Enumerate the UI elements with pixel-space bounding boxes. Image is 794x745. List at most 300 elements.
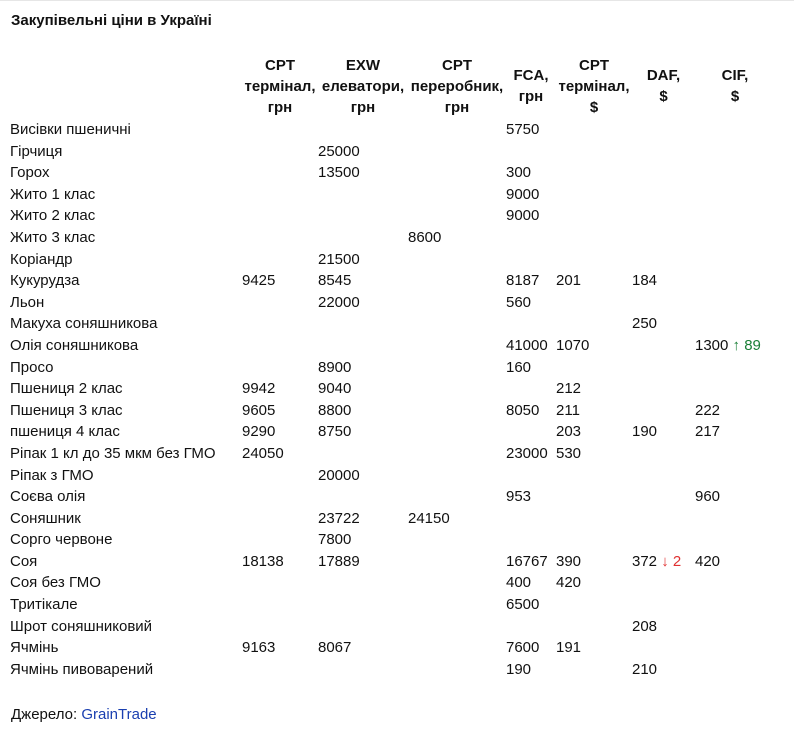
product-name: Кукурудза — [10, 272, 80, 290]
price-cell-cpt-proc — [408, 141, 506, 163]
price-value: 9425 — [242, 272, 276, 290]
price-cell-cpt-uah — [242, 594, 318, 616]
price-cell-cpt-proc — [408, 551, 506, 573]
price-cell-cpt-usd — [556, 572, 632, 594]
header-column — [506, 53, 556, 119]
arrow-up-icon: ↑ — [728, 336, 745, 354]
price-cell-cpt-proc — [408, 119, 506, 141]
product-name: Просо — [10, 358, 54, 376]
header-column — [318, 53, 408, 119]
price-value: 21500 — [318, 250, 360, 268]
product-name-cell — [10, 119, 242, 141]
price-cell-exw — [318, 486, 408, 508]
price-cell-daf — [632, 400, 695, 422]
product-name: Коріандр — [10, 250, 73, 268]
price-cell-daf — [632, 357, 695, 379]
price-cell-cpt-usd — [556, 443, 632, 465]
header-line: елеватори, — [321, 77, 405, 95]
price-cell-fca — [506, 227, 556, 249]
product-name: Висівки пшеничні — [10, 121, 131, 138]
product-name-cell — [10, 400, 242, 422]
product-name-cell — [10, 162, 242, 184]
product-name: Ріпак 1 кл до 35 мкм без ГМО — [10, 444, 216, 462]
price-cell-daf — [632, 572, 695, 594]
price-cell-exw — [318, 205, 408, 227]
price-cell-cpt-usd — [556, 249, 632, 271]
product-name-cell — [10, 616, 242, 638]
table-row — [10, 400, 775, 422]
product-name-cell — [10, 227, 242, 249]
header-line: грн — [267, 98, 293, 116]
price-value: 8900 — [318, 358, 352, 376]
table-row — [10, 119, 775, 141]
price-cell-exw — [318, 594, 408, 616]
price-cell-daf — [632, 184, 695, 206]
price-cell-cpt-uah — [242, 313, 318, 335]
table-row — [10, 508, 775, 530]
price-cell-daf — [632, 659, 695, 681]
price-cell-cpt-uah — [242, 421, 318, 443]
price-cell-fca — [506, 162, 556, 184]
price-cell-fca — [506, 400, 556, 422]
table-row — [10, 270, 775, 292]
page-title: Закупівельні ціни в Україні — [11, 12, 212, 29]
price-cell-daf — [632, 594, 695, 616]
price-cell-cpt-proc — [408, 400, 506, 422]
header-column — [408, 53, 506, 119]
price-cell-fca — [506, 551, 556, 573]
trend-down-indicator — [657, 553, 681, 570]
product-name-cell — [10, 184, 242, 206]
header-column — [695, 53, 775, 119]
price-cell-cpt-proc — [408, 465, 506, 487]
price-value: 184 — [632, 272, 658, 290]
price-value: 1300 — [695, 336, 729, 354]
price-cell-cpt-proc — [408, 227, 506, 249]
price-cell-cif — [695, 227, 775, 249]
price-value: 9040 — [318, 380, 352, 398]
price-cell-fca — [506, 659, 556, 681]
price-cell-exw — [318, 508, 408, 530]
product-name: Жито 1 клас — [10, 185, 96, 203]
price-cell-exw — [318, 141, 408, 163]
price-cell-cpt-uah — [242, 572, 318, 594]
price-cell-cpt-proc — [408, 594, 506, 616]
price-cell-cif — [695, 465, 775, 487]
header-line: CIF, — [721, 67, 749, 84]
price-cell-fca — [506, 421, 556, 443]
product-name: Гірчиця — [10, 142, 63, 160]
price-value: 24050 — [242, 444, 284, 462]
price-cell-cpt-usd — [556, 205, 632, 227]
price-value: 210 — [632, 660, 658, 678]
price-value: 390 — [556, 552, 582, 570]
price-cell-cif — [695, 551, 775, 573]
header-line: термінал, — [244, 77, 316, 95]
table-row — [10, 357, 775, 379]
price-cell-cpt-uah — [242, 119, 318, 141]
price-cell-cpt-usd — [556, 270, 632, 292]
price-value: 212 — [556, 380, 582, 398]
price-cell-fca — [506, 378, 556, 400]
price-cell-cpt-usd — [556, 400, 632, 422]
price-value: 16767 — [506, 552, 548, 570]
price-cell-daf — [632, 378, 695, 400]
price-cell-exw — [318, 378, 408, 400]
price-cell-cpt-proc — [408, 249, 506, 271]
table-row — [10, 616, 775, 638]
table-row — [10, 378, 775, 400]
price-cell-exw — [318, 572, 408, 594]
price-value: 953 — [506, 488, 532, 506]
price-cell-cpt-uah — [242, 162, 318, 184]
table-row — [10, 184, 775, 206]
table-body — [10, 119, 775, 680]
table-row — [10, 572, 775, 594]
product-name-cell — [10, 270, 242, 292]
source-link[interactable]: GrainTrade — [81, 706, 157, 723]
price-cell-cpt-uah — [242, 335, 318, 357]
table-row — [10, 313, 775, 335]
price-cell-cif — [695, 292, 775, 314]
table-row — [10, 227, 775, 249]
price-value: 20000 — [318, 466, 360, 484]
price-cell-cpt-proc — [408, 508, 506, 530]
price-cell-cif — [695, 486, 775, 508]
price-cell-fca — [506, 357, 556, 379]
product-name-cell — [10, 141, 242, 163]
price-cell-cpt-uah — [242, 400, 318, 422]
price-cell-cpt-uah — [242, 659, 318, 681]
table-row — [10, 659, 775, 681]
price-value: 9000 — [506, 207, 540, 225]
product-name: Сорго червоне — [10, 531, 113, 549]
price-cell-cpt-uah — [242, 551, 318, 573]
price-cell-cpt-uah — [242, 465, 318, 487]
table-row — [10, 421, 775, 443]
header-product — [10, 53, 242, 119]
price-value: 960 — [695, 488, 721, 506]
price-cell-cpt-usd — [556, 119, 632, 141]
price-cell-daf — [632, 249, 695, 271]
price-cell-cif — [695, 443, 775, 465]
header-line: $ — [659, 88, 668, 105]
price-cell-cpt-proc — [408, 205, 506, 227]
price-cell-daf — [632, 119, 695, 141]
product-name: Соєва олія — [10, 488, 86, 506]
product-name-cell — [10, 443, 242, 465]
product-name-cell — [10, 572, 242, 594]
price-cell-cpt-uah — [242, 616, 318, 638]
product-name: Макуха соняшникова — [10, 315, 158, 333]
product-name: Ячмінь — [10, 639, 59, 657]
price-cell-daf — [632, 421, 695, 443]
product-name-cell — [10, 659, 242, 681]
price-cell-exw — [318, 551, 408, 573]
product-name: Жито 2 клас — [10, 207, 96, 225]
product-name: Соя без ГМО — [10, 574, 101, 592]
price-cell-cif — [695, 508, 775, 530]
price-cell-cif — [695, 313, 775, 335]
price-cell-daf — [632, 616, 695, 638]
price-cell-exw — [318, 357, 408, 379]
price-cell-fca — [506, 465, 556, 487]
top-divider — [0, 0, 794, 1]
table-row — [10, 443, 775, 465]
price-cell-fca — [506, 572, 556, 594]
header-column — [242, 53, 318, 119]
price-cell-cpt-uah — [242, 205, 318, 227]
price-value: 9290 — [242, 423, 276, 441]
price-cell-cif — [695, 119, 775, 141]
product-name: Шрот соняшниковий — [10, 617, 153, 635]
product-name: Жито 3 клас — [10, 228, 96, 246]
price-value: 222 — [695, 401, 721, 419]
price-cell-cpt-usd — [556, 141, 632, 163]
price-cell-cpt-usd — [556, 616, 632, 638]
price-value: 8600 — [408, 228, 442, 246]
price-cell-cpt-usd — [556, 378, 632, 400]
price-cell-cpt-uah — [242, 227, 318, 249]
table-row — [10, 162, 775, 184]
price-cell-cpt-proc — [408, 184, 506, 206]
price-value: 13500 — [318, 164, 360, 182]
price-cell-cpt-proc — [408, 335, 506, 357]
table-row — [10, 594, 775, 616]
price-value: 7800 — [318, 531, 352, 549]
price-cell-cpt-usd — [556, 421, 632, 443]
price-cell-cif — [695, 616, 775, 638]
price-value: 9000 — [506, 185, 540, 203]
product-name: Соняшник — [10, 509, 81, 527]
product-name: пшениця 4 клас — [10, 423, 120, 441]
price-cell-daf — [632, 465, 695, 487]
product-name-cell — [10, 378, 242, 400]
price-cell-cpt-proc — [408, 443, 506, 465]
prices-table — [10, 53, 775, 680]
price-cell-exw — [318, 162, 408, 184]
price-cell-exw — [318, 400, 408, 422]
price-cell-daf — [632, 162, 695, 184]
price-cell-exw — [318, 313, 408, 335]
price-cell-exw — [318, 637, 408, 659]
price-value: 6500 — [506, 596, 540, 614]
product-name: Пшениця 3 клас — [10, 401, 123, 419]
price-cell-cif — [695, 421, 775, 443]
price-cell-cpt-proc — [408, 270, 506, 292]
price-cell-cif — [695, 529, 775, 551]
price-cell-cpt-usd — [556, 659, 632, 681]
price-value: 7600 — [506, 639, 540, 657]
product-name: Ріпак з ГМО — [10, 466, 94, 484]
header-line: переробник, — [410, 77, 504, 95]
price-cell-exw — [318, 465, 408, 487]
price-cell-daf — [632, 227, 695, 249]
price-cell-fca — [506, 292, 556, 314]
table-row — [10, 205, 775, 227]
price-cell-daf — [632, 335, 695, 357]
price-cell-cif — [695, 184, 775, 206]
price-cell-cpt-proc — [408, 313, 506, 335]
table-row — [10, 529, 775, 551]
price-cell-cpt-uah — [242, 292, 318, 314]
price-value: 250 — [632, 315, 658, 333]
price-value: 5750 — [506, 121, 540, 138]
price-value: 8067 — [318, 639, 352, 657]
price-cell-exw — [318, 443, 408, 465]
price-cell-cif — [695, 659, 775, 681]
price-cell-fca — [506, 313, 556, 335]
price-cell-cpt-usd — [556, 465, 632, 487]
price-cell-fca — [506, 270, 556, 292]
header-line: CPT — [442, 56, 472, 74]
price-cell-daf — [632, 508, 695, 530]
price-cell-daf — [632, 637, 695, 659]
price-cell-cif — [695, 249, 775, 271]
product-name: Пшениця 2 клас — [10, 380, 123, 398]
price-cell-daf — [632, 292, 695, 314]
change-value: 89 — [744, 336, 761, 354]
price-cell-cpt-proc — [408, 486, 506, 508]
price-cell-cpt-proc — [408, 659, 506, 681]
price-cell-exw — [318, 529, 408, 551]
price-cell-cif — [695, 270, 775, 292]
price-cell-cpt-proc — [408, 616, 506, 638]
price-value: 23000 — [506, 444, 548, 462]
header-line: DAF, — [646, 67, 681, 84]
arrow-down-icon: ↓ — [657, 552, 673, 570]
price-value: 8187 — [506, 272, 540, 290]
table-row — [10, 637, 775, 659]
price-cell-cpt-uah — [242, 270, 318, 292]
price-cell-cpt-usd — [556, 551, 632, 573]
change-value: 2 — [672, 552, 682, 570]
price-cell-daf — [632, 443, 695, 465]
price-cell-cpt-proc — [408, 162, 506, 184]
price-cell-fca — [506, 616, 556, 638]
price-cell-cpt-uah — [242, 378, 318, 400]
price-value: 9163 — [242, 639, 276, 657]
price-value: 300 — [506, 164, 532, 182]
product-name-cell — [10, 529, 242, 551]
price-cell-cif — [695, 637, 775, 659]
price-cell-fca — [506, 141, 556, 163]
price-cell-cif — [695, 400, 775, 422]
price-cell-cpt-proc — [408, 421, 506, 443]
price-cell-cpt-usd — [556, 637, 632, 659]
product-name: Ячмінь пивоварений — [10, 660, 154, 678]
price-value: 201 — [556, 272, 582, 290]
product-name-cell — [10, 357, 242, 379]
price-cell-cpt-usd — [556, 227, 632, 249]
header-line: EXW — [345, 56, 381, 74]
price-value: 203 — [556, 423, 582, 441]
price-cell-exw — [318, 184, 408, 206]
price-value: 191 — [556, 639, 582, 657]
price-value: 8750 — [318, 423, 352, 441]
price-cell-cpt-usd — [556, 486, 632, 508]
price-cell-cif — [695, 378, 775, 400]
product-name: Горох — [10, 164, 50, 182]
price-value: 211 — [556, 401, 580, 419]
price-cell-exw — [318, 270, 408, 292]
price-cell-cpt-uah — [242, 486, 318, 508]
price-cell-cpt-uah — [242, 249, 318, 271]
price-cell-cif — [695, 594, 775, 616]
table-row — [10, 335, 775, 357]
price-value: 23722 — [318, 509, 360, 527]
price-cell-fca — [506, 335, 556, 357]
price-cell-cpt-uah — [242, 637, 318, 659]
price-cell-cif — [695, 572, 775, 594]
price-cell-exw — [318, 292, 408, 314]
price-cell-cpt-usd — [556, 357, 632, 379]
price-cell-daf — [632, 551, 695, 573]
table-header-row — [10, 53, 775, 119]
price-cell-cpt-usd — [556, 313, 632, 335]
price-value: 17889 — [318, 552, 360, 570]
product-name-cell — [10, 249, 242, 271]
header-line: $ — [589, 98, 599, 116]
price-value: 8800 — [318, 401, 352, 419]
price-cell-cpt-usd — [556, 162, 632, 184]
price-cell-exw — [318, 659, 408, 681]
source-label: Джерело: — [11, 706, 78, 723]
price-cell-cpt-uah — [242, 529, 318, 551]
header-line: термінал, — [558, 77, 630, 95]
price-cell-cpt-usd — [556, 335, 632, 357]
price-cell-cpt-usd — [556, 594, 632, 616]
price-cell-fca — [506, 637, 556, 659]
product-name-cell — [10, 637, 242, 659]
table-row — [10, 486, 775, 508]
price-cell-daf — [632, 205, 695, 227]
price-cell-exw — [318, 335, 408, 357]
product-name-cell — [10, 465, 242, 487]
price-value: 400 — [506, 574, 532, 592]
price-value: 1070 — [556, 336, 590, 354]
product-name-cell — [10, 421, 242, 443]
price-value: 160 — [506, 358, 532, 376]
price-value: 420 — [556, 574, 582, 592]
price-cell-cpt-proc — [408, 292, 506, 314]
price-cell-cpt-proc — [408, 572, 506, 594]
price-value: 530 — [556, 444, 582, 462]
price-value: 41000 — [506, 336, 548, 354]
price-cell-cpt-uah — [242, 184, 318, 206]
header-column — [556, 53, 632, 119]
price-value: 18138 — [242, 552, 284, 570]
price-value: 9605 — [242, 401, 276, 419]
product-name: Соя — [10, 552, 38, 570]
product-name: Олія соняшникова — [10, 336, 139, 354]
price-cell-exw — [318, 249, 408, 271]
product-name-cell — [10, 508, 242, 530]
header-line: грн — [518, 88, 544, 105]
price-cell-cif — [695, 162, 775, 184]
price-cell-cpt-proc — [408, 529, 506, 551]
price-cell-daf — [632, 270, 695, 292]
price-cell-cpt-uah — [242, 141, 318, 163]
price-value: 24150 — [408, 509, 450, 527]
price-value: 217 — [695, 423, 721, 441]
source-line — [11, 706, 157, 723]
price-cell-daf — [632, 313, 695, 335]
header-line: CPT — [265, 56, 295, 74]
table-row — [10, 141, 775, 163]
price-cell-cpt-proc — [408, 357, 506, 379]
price-value: 22000 — [318, 293, 360, 311]
